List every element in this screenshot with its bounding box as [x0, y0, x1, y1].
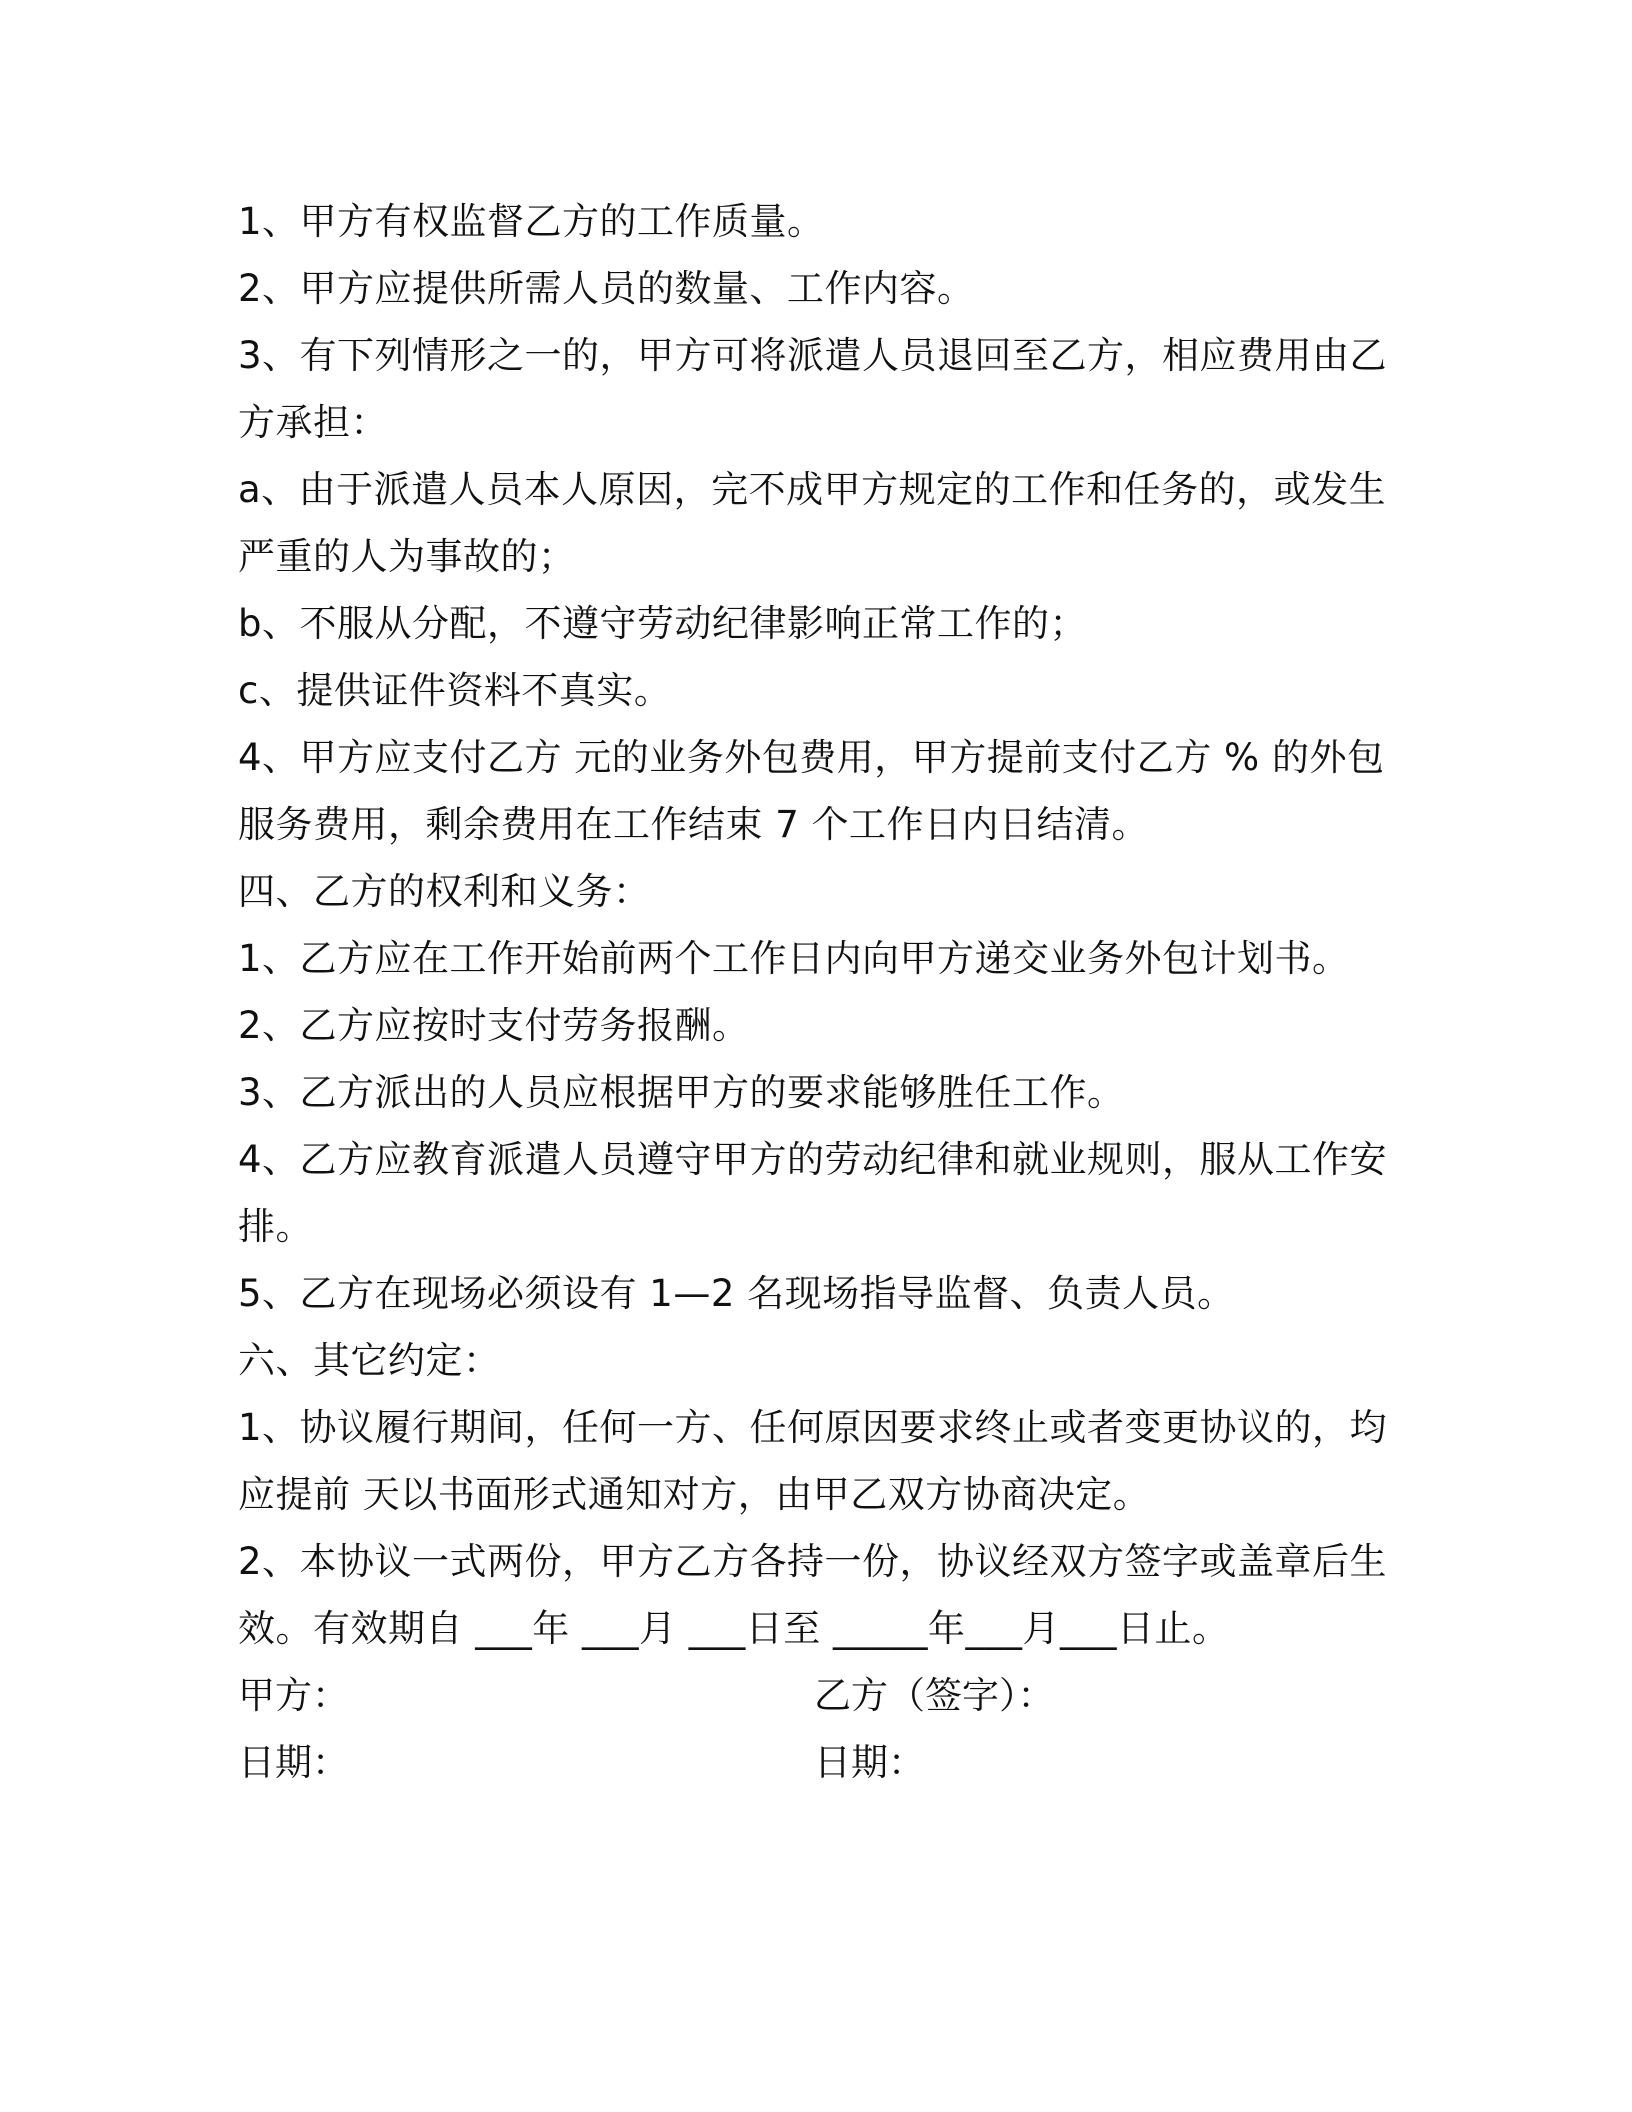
text-line: 效。有效期自 ___年 ___月 ___日至 _____年___月___日止。	[238, 1607, 1230, 1650]
text-line: 4、乙方应教育派遣人员遵守甲方的劳动纪律和就业规则，服从工作安	[238, 1138, 1388, 1181]
text-line: 3、乙方派出的人员应根据甲方的要求能够胜任工作。	[238, 1071, 1125, 1114]
text-line: 严重的人为事故的；	[238, 535, 576, 578]
section-heading: 六、其它约定：	[238, 1339, 501, 1382]
text-line: 服务费用，剩余费用在工作结束 7 个工作日内日结清。	[238, 803, 1150, 846]
text-line: 2、本协议一式两份，甲方乙方各持一份，协议经双方签字或盖章后生	[238, 1540, 1388, 1583]
section-heading: 四、乙方的权利和义务：	[238, 870, 651, 913]
text-line: 4、甲方应支付乙方 元的业务外包费用，甲方提前支付乙方 % 的外包	[238, 736, 1385, 779]
party-b-label: 乙方（签字）：	[814, 1674, 1055, 1717]
date-a-label: 日期：	[238, 1741, 349, 1784]
text-line: 1、协议履行期间，任何一方、任何原因要求终止或者变更协议的，均	[238, 1406, 1388, 1449]
text-line: b、不服从分配，不遵守劳动纪律影响正常工作的；	[238, 602, 1087, 645]
text-line: 3、有下列情形之一的，甲方可将派遣人员退回至乙方，相应费用由乙	[238, 334, 1388, 377]
signature-row	[238, 1662, 1398, 1729]
text-line: 2、乙方应按时支付劳务报酬。	[238, 1004, 750, 1047]
date-row	[238, 1729, 1398, 1796]
text-line: 1、甲方有权监督乙方的工作质量。	[238, 200, 825, 243]
text-line: 2、甲方应提供所需人员的数量、工作内容。	[238, 267, 975, 310]
text-line: 应提前 天以书面形式通知对方，由甲乙双方协商决定。	[238, 1473, 1151, 1516]
text-line: a、由于派遣人员本人原因，完不成甲方规定的工作和任务的，或发生	[238, 468, 1387, 511]
text-line: 方承担：	[238, 401, 388, 444]
text-line: 1、乙方应在工作开始前两个工作日内向甲方递交业务外包计划书。	[238, 937, 1350, 980]
text-line: 5、乙方在现场必须设有 1—2 名现场指导监督、负责人员。	[238, 1272, 1235, 1315]
document-page	[238, 188, 1398, 1796]
date-b-label: 日期：	[814, 1741, 925, 1784]
text-line: 排。	[238, 1205, 313, 1248]
text-line: c、提供证件资料不真实。	[238, 669, 672, 712]
party-a-label: 甲方：	[238, 1674, 349, 1717]
